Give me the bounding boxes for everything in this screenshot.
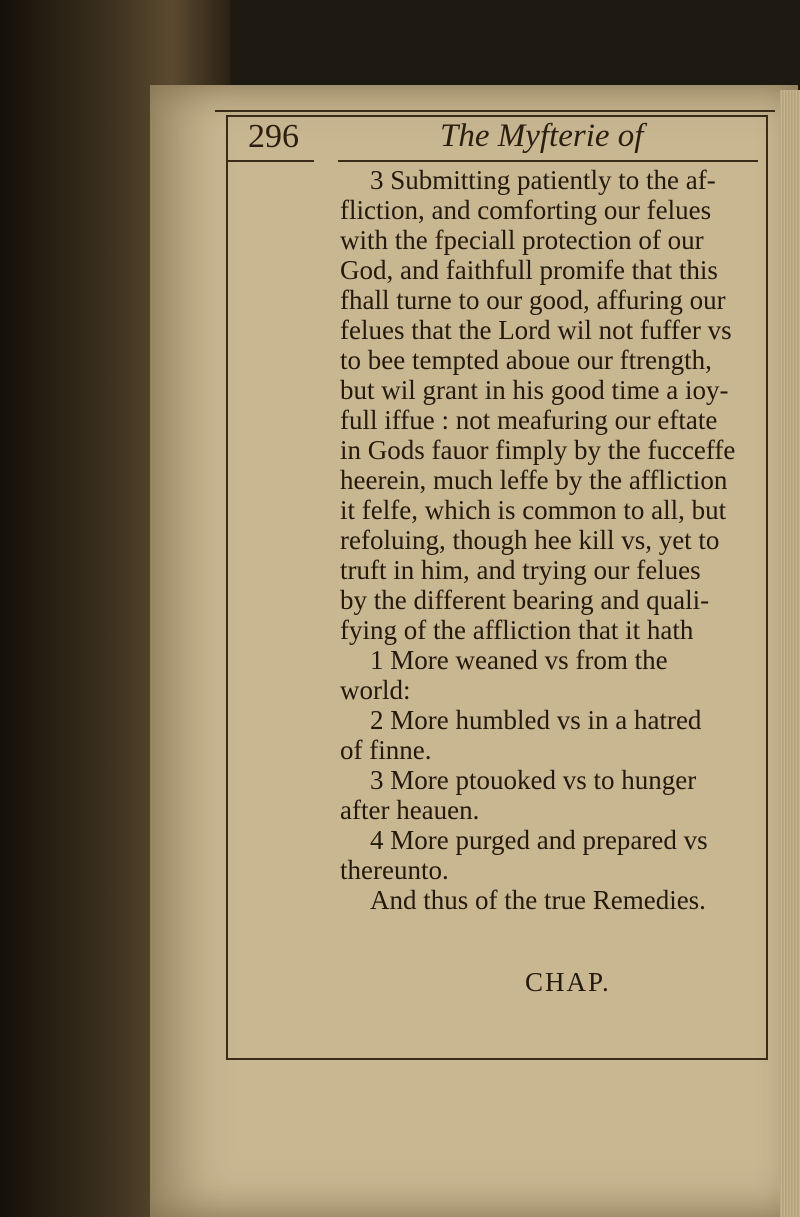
spacer <box>340 915 760 967</box>
running-title: The Myfterie of <box>440 118 644 154</box>
text-line: in Gods fauor fimply by the fucceffe <box>340 435 736 465</box>
text-line: to bee tempted aboue our ftrength, <box>340 345 712 375</box>
text-line: with the fpeciall protection of our <box>340 225 704 255</box>
text-line: felues that the Lord wil not fuffer vs <box>340 315 732 345</box>
text-line: fhall turne to our good, affuring our <box>340 285 726 315</box>
text-line: fliction, and comforting our felues <box>340 195 712 225</box>
header-rule <box>338 160 758 162</box>
text-line: And thus of the true Remedies. <box>370 885 706 915</box>
text-line: 3 More ptouoked vs to hunger <box>370 765 697 795</box>
catchword: CHAP. <box>525 967 611 997</box>
text-line: 3 Submitting patiently to the af- <box>370 165 716 195</box>
body-text <box>340 165 760 997</box>
header-rule-left <box>226 160 314 162</box>
text-line: world: <box>340 675 411 705</box>
page-number: 296 <box>248 118 299 155</box>
text-line: it felfe, which is common to all, but <box>340 495 727 525</box>
text-line: 2 More humbled vs in a hatred <box>370 705 702 735</box>
top-rule <box>215 110 775 112</box>
text-line: God, and faithfull promife that this <box>340 255 718 285</box>
text-line: full iffue : not meafuring our eftate <box>340 405 718 435</box>
text-line: truft in him, and trying our felues <box>340 555 701 585</box>
text-line: fying of the affliction that it hath <box>340 615 694 645</box>
text-line: heerein, much leffe by the affliction <box>340 465 728 495</box>
text-line: 4 More purged and prepared vs <box>370 825 708 855</box>
text-line: but wil grant in his good time a ioy- <box>340 375 729 405</box>
text-line: thereunto. <box>340 855 449 885</box>
bottom-rule <box>226 1058 768 1060</box>
text-line: refoluing, though hee kill vs, yet to <box>340 525 720 555</box>
page-edges <box>780 90 800 1217</box>
text-line: by the different bearing and quali- <box>340 585 710 615</box>
text-line: of finne. <box>340 735 432 765</box>
text-line: after heauen. <box>340 795 480 825</box>
text-line: 1 More weaned vs from the <box>370 645 668 675</box>
